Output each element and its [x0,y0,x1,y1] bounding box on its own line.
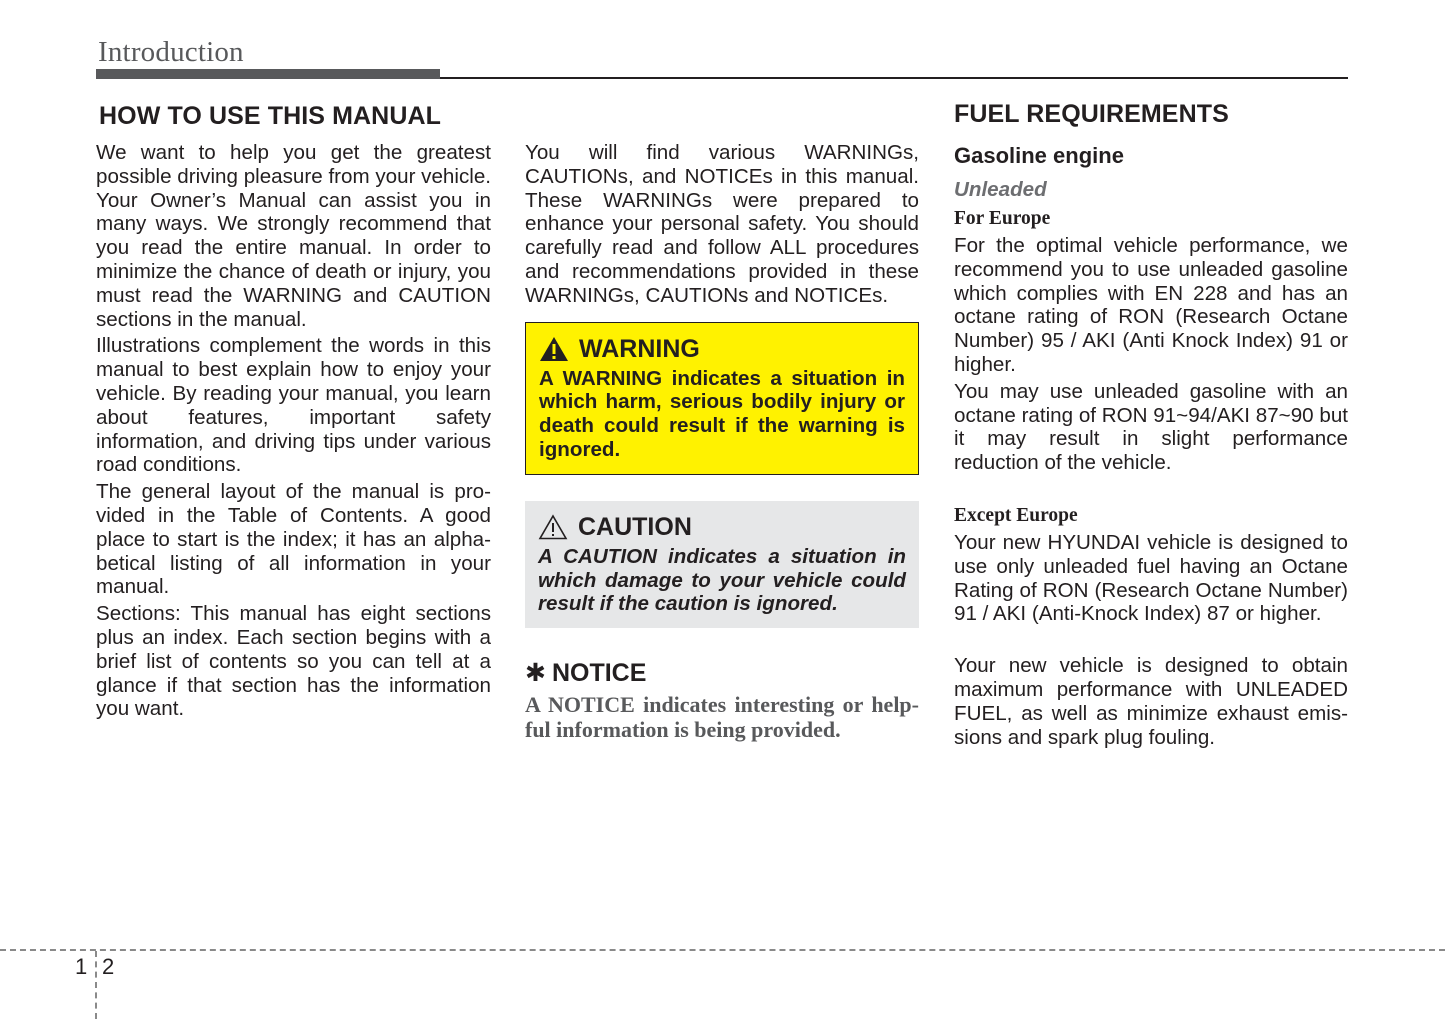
caution-text: A CAUTION indicates a situation in which damage to your vehicle could result if the caution is ignored. [538,544,906,616]
paragraph: Your new HYUNDAI vehicle is designed to use only unleaded fuel having an Octane Rating of RON (Research Octane Number) 91 / AKI (Anti-Knock Index) 87 or higher. [954,530,1348,626]
notice-label: NOTICE [551,658,647,687]
subtype-unleaded: Unleaded [954,178,1047,201]
intro-paragraph: You will find various WARNINGs, CAUTIONs, and NOTICEs in this manual. These WARNINGs were prepared to enhance your personal safety. You should carefully read and follow ALL procedures and recommendations provided in these WARNINGs, CAUTIONs and NOTICEs. [525,141,919,307]
paragraph: You may use unleaded gasoline with an octane rating of RON 91~94/AKI 87~90 but it may result in slight performance reduction of the vehicle. [954,379,1348,475]
caution-header [538,513,906,542]
label-except-europe: Except Europe [954,504,1078,526]
notice-star-icon: ✱ [525,659,546,688]
footer-dashed-divider [95,951,97,1019]
subheading-gasoline: Gasoline engine [954,143,1124,168]
caution-label: CAUTION [578,512,692,541]
paragraph: Sections: This manual has eight sections plus an index. Each section begins with a brief list of contents so you can tell at a glance if that section has the information you want. [96,602,491,721]
paragraph: We want to help you get the greatest possible driving pleasure from your vehicle. Your Owner’s Manual can assist you in many ways. We strongly recommend that you read the entire manual. In order to minimize the chance of death or injury, you must read the WARNING and CAUTION sections in the manual. [96,141,491,331]
warning-label: WARNING [579,334,700,363]
warning-text: A WARNING indicates a situation in which harm, serious bodily injury or death could result if the warning is ignored. [539,366,905,461]
notice-header [525,658,919,688]
chapter-number: 1 [75,954,88,979]
caution-triangle-icon [538,514,568,540]
notice-text: A NOTICE indicates interesting or helpful information is being provided. [525,692,919,743]
paragraph: For the optimal vehicle performance, we recommend you to use unleaded gasoline which complies with EN 228 and has an octane rating of RON (Research Octane Number) 95 / AKI (Anti Knock Index) 91 or higher. [954,234,1348,376]
warning-header [539,335,905,364]
page-number: 2 [102,954,115,979]
caution-box [525,501,919,628]
section-heading-how-to-use: HOW TO USE THIS MANUAL [99,102,442,130]
paragraph: The general layout of the manual is provided in the Table of Contents. A good place to start is the index; it has an alphabetical listing of all information in your manual. [96,480,491,599]
column-fuel-requirements [954,100,1348,752]
column-safety-notices [525,141,919,742]
header-rule [440,77,1348,79]
warning-triangle-icon [539,336,569,362]
footer-dashed-rule [0,949,1445,951]
label-for-europe: For Europe [954,208,1051,229]
header-bar [96,69,440,79]
section-heading-fuel: FUEL REQUIREMENTS [954,100,1229,128]
paragraph: Illustrations complement the words in this manual to best explain how to enjoy your vehicle. By reading your manual, you learn about features, important safety information, and driving tips under various road conditions. [96,334,491,477]
paragraph: Your new vehicle is designed to obtain maximum performance with UNLEADED FUEL, as well as minimize exhaust emissions and spark plug fouling. [954,654,1348,749]
column-how-to-use [96,100,491,724]
page-header-title: Introduction [98,36,244,68]
warning-box [525,322,919,475]
